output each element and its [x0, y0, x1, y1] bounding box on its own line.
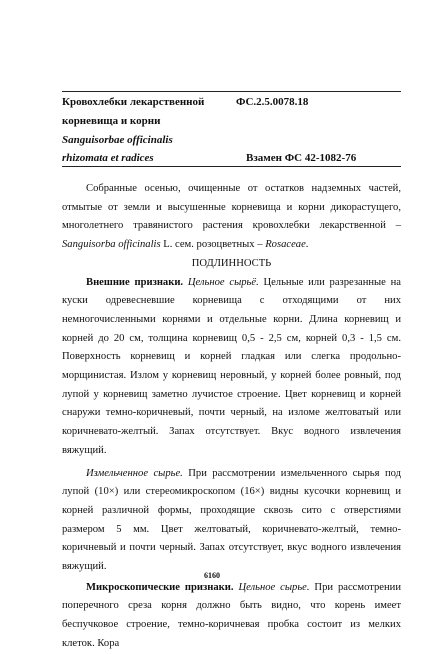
monograph-title-line-2: корневища и корни: [62, 115, 161, 127]
replaces-note: Взамен ФС 42-1082-76: [246, 152, 357, 164]
external-features-paragraph: Внешние признаки. Цельное сырьё. Цельные или разрезанные на куски одревесневшие корневища с отходящими от них немногочисленными корнями и отдельные корни. Длина корневищ и корней до 20 см, толщина корневищ 0,5 - 2,5 см, корней 0,3 - 1,5 см. Поверхность корневищ и корней гладкая или слегка продольно-морщинистая. Излом у корневищ неровный, у корней более ровный, под лупой у корневищ заметно лучистое строение. Цвет корневищ и корней снаружи темно-коричневый, почти черный, на изломе желтоватый или коричневато-желтый. Запах отсутствует. Вкус водного извлечения вяжущий.: [62, 276, 401, 456]
micro-whole-subtitle: Цельное сырье.: [238, 581, 310, 593]
family-latin-name: Rosaceae: [265, 239, 306, 251]
section-title: ПОДЛИННОСТЬ: [191, 257, 272, 269]
page-number: 6160: [204, 571, 220, 580]
header-top-rule: [62, 91, 401, 92]
latin-name-line-2: rhizomata et radices: [62, 152, 154, 164]
monograph-title-line-1: Кровохлебки лекарственной: [62, 96, 205, 108]
plant-latin-name: Sanguisorba officinalis: [62, 239, 161, 251]
monograph-code: ФС.2.5.0078.18: [236, 96, 309, 108]
microscopic-features-label: Микроскопические признаки.: [86, 581, 234, 593]
document-body: [62, 180, 401, 654]
whole-material-subtitle: Цельное сырьё.: [187, 276, 259, 288]
intro-paragraph: Собранные осенью, очищенные от остатков надземных частей, отмытые от земли и высушенные корневища и корни дикорастущего, многолетнего травянистого растения кровохлебки лекарственной – Sanguisorba officinalis L. сем. розоцветных – Rosaceae.: [62, 183, 401, 251]
microscopic-features-paragraph: Микроскопические признаки. Цельное сырье. При рассмотрении поперечного среза корня должно быть видно, что корень имеет беспучковое строение, темно-коричневая пробка состоит из мелких клеток. Кора: [62, 581, 402, 649]
latin-name-line-1: Sanguisorbae officinalis: [62, 134, 173, 146]
header-bottom-rule: [62, 166, 401, 167]
crushed-material-label: Измельченное сырье.: [86, 467, 183, 479]
crushed-material-paragraph: Измельченное сырье. При рассмотрении измельченного сырья под лупой (10×) или стереомикроскопом (16×) видны кусочки корневищ и корней различной формы, проходящие сквозь сито с отверстиями размером 5 мм. Цвет желтоватый, коричневато-желтый, темно-коричневый и почти черный. Запах отсутствует, вкус водного извлечения вяжущий.: [62, 467, 401, 573]
external-features-label: Внешние признаки.: [86, 276, 184, 288]
